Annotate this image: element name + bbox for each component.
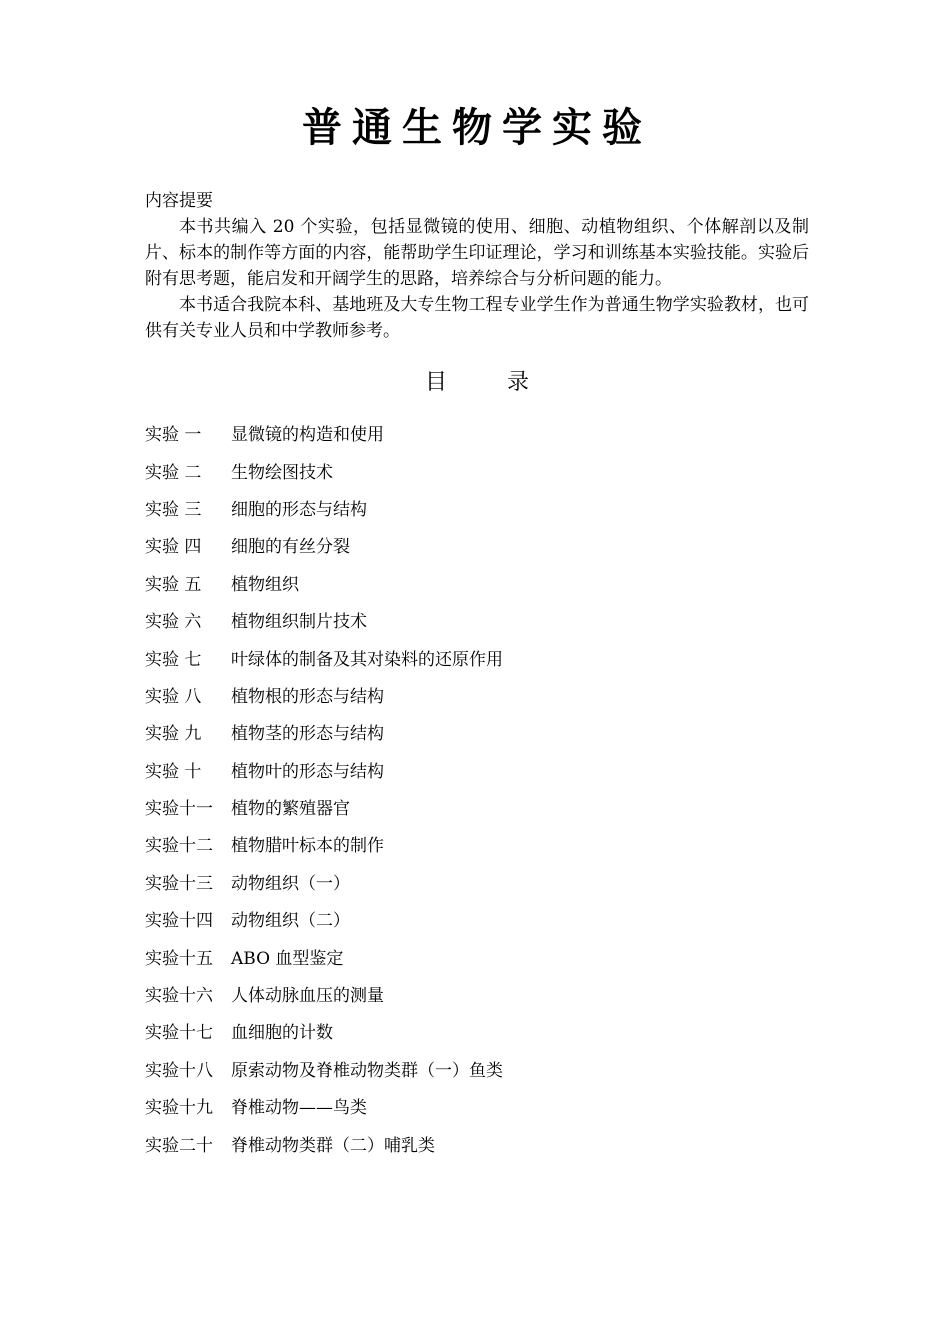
toc-item (145, 601, 809, 638)
toc-item-number: 实验十二 (145, 836, 213, 857)
toc-item-number: 实验 五 (145, 574, 202, 595)
toc-item-title: 植物组织 (231, 574, 299, 595)
toc-item-number: 实验十一 (145, 799, 213, 820)
toc-item-number: 实验十五 (145, 948, 213, 969)
toc-item-title: 植物的繁殖器官 (231, 799, 350, 820)
toc-item-title: 细胞的形态与结构 (231, 499, 367, 520)
toc-item (145, 900, 809, 937)
toc-item-title: 动物组织（二） (231, 911, 350, 932)
toc-item (145, 414, 809, 451)
toc-item-title: 动物组织（一） (231, 873, 350, 894)
toc-item-number: 实验 九 (145, 724, 202, 745)
toc-item (145, 788, 809, 825)
toc-item-title: 脊椎动物——鸟类 (231, 1098, 367, 1119)
toc-item-number: 实验十三 (145, 873, 213, 894)
toc-item-title: ABO 血型鉴定 (231, 948, 344, 969)
toc-item-title: 生物绘图技术 (231, 462, 333, 483)
toc-item-title: 植物组织制片技术 (231, 612, 367, 633)
toc-item (145, 1087, 809, 1124)
toc-item (145, 564, 809, 601)
toc-item (145, 713, 809, 750)
toc-item-title: 叶绿体的制备及其对染料的还原作用 (231, 649, 503, 670)
toc-item-title: 脊椎动物类群（二）哺乳类 (231, 1135, 435, 1156)
toc-item-title: 人体动脉血压的测量 (231, 986, 384, 1007)
toc-heading: 目录 (424, 370, 589, 395)
toc-item-number: 实验 八 (145, 686, 202, 707)
toc-item (145, 526, 809, 563)
toc-item (145, 975, 809, 1012)
toc-item-number: 实验 十 (145, 761, 202, 782)
toc-item (145, 451, 809, 488)
toc-item-number: 实验 六 (145, 612, 202, 633)
toc-item-title: 细胞的有丝分裂 (231, 537, 350, 558)
toc-item-number: 实验 三 (145, 499, 202, 520)
summary-paragraph: 本书共编入 20 个实验，包括显微镜的使用、细胞、动植物组织、个体解剖以及制片、标本的制作等方面的内容，能帮助学生印证理论，学习和训练基本实验技能。实验后附有思考题，能启发和开阔学生的思路，培养综合与分析问题的能力。 (145, 217, 809, 289)
toc-item-number: 实验十八 (145, 1060, 213, 1081)
toc-item-title: 植物根的形态与结构 (231, 686, 384, 707)
toc-item (145, 825, 809, 862)
toc-item-title: 显微镜的构造和使用 (231, 425, 384, 446)
toc-item (145, 1012, 809, 1049)
toc-item (145, 863, 809, 900)
summary-heading: 内容提要 (145, 191, 213, 211)
toc-item (145, 937, 809, 974)
toc-item-number: 实验 七 (145, 649, 202, 670)
toc-item-title: 血细胞的计数 (231, 1023, 333, 1044)
toc-item (145, 638, 809, 675)
toc-item-title: 植物叶的形态与结构 (231, 761, 384, 782)
summary-paragraph: 本书适合我院本科、基地班及大专生物工程专业学生作为普通生物学实验教材，也可供有关专业人员和中学教师参考。 (145, 295, 809, 341)
toc-item (145, 1050, 809, 1087)
toc-item-number: 实验 四 (145, 537, 202, 558)
toc-item (145, 1124, 809, 1161)
toc-item-title: 植物腊叶标本的制作 (231, 836, 384, 857)
toc-item (145, 751, 809, 788)
toc-item-number: 实验 一 (145, 425, 202, 446)
toc-item-number: 实验二十 (145, 1135, 213, 1156)
summary-body (145, 214, 809, 344)
toc-item-number: 实验十九 (145, 1098, 213, 1119)
toc-item (145, 676, 809, 713)
toc-item-number: 实验十七 (145, 1023, 213, 1044)
toc-item-number: 实验十六 (145, 986, 213, 1007)
table-of-contents (145, 414, 809, 1162)
toc-item-title: 植物茎的形态与结构 (231, 724, 384, 745)
toc-item-title: 原索动物及脊椎动物类群（一）鱼类 (231, 1060, 503, 1081)
toc-item-number: 实验十四 (145, 911, 213, 932)
toc-item (145, 489, 809, 526)
book-title: 普通生物学实验 (302, 104, 652, 151)
toc-item-number: 实验 二 (145, 462, 202, 483)
